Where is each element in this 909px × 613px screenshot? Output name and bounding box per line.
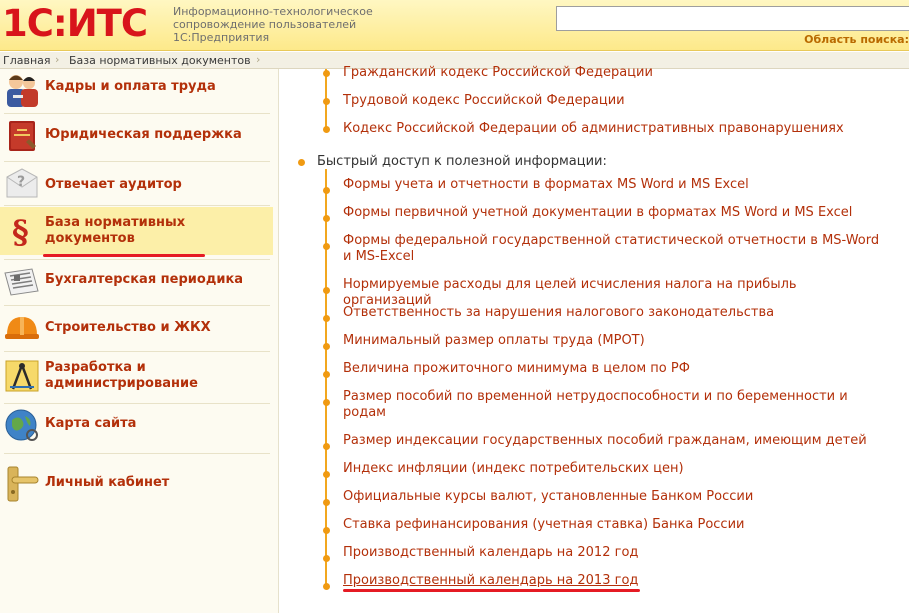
sidebar-divider [4, 305, 270, 306]
quick-link[interactable]: Нормируемые расходы для целей исчисления налога на прибыль организаций [343, 277, 797, 308]
sidebar-divider [4, 205, 270, 206]
quick-link[interactable]: Ставка рефинансирования (учетная ставка) Банка России [343, 517, 745, 532]
breadcrumb-home[interactable]: Главная [3, 54, 51, 67]
quick-link[interactable]: Минимальный размер оплаты труда (МРОТ) [343, 333, 645, 348]
list-bullet [323, 471, 330, 478]
sidebar-nav [0, 69, 279, 613]
question-envelope-icon [2, 165, 42, 203]
site-logo[interactable]: 1С:ИТС [2, 2, 148, 45]
sidebar-item-label-line-2: документов [45, 231, 135, 246]
highlight-underline [43, 254, 205, 257]
newspaper-icon [2, 263, 42, 301]
sidebar-item-auditor[interactable] [0, 163, 273, 205]
search-scope-label[interactable]: Область поиска: [804, 33, 909, 46]
sidebar-item-label [45, 215, 185, 247]
sidebar-divider [4, 351, 270, 352]
link-admin-code[interactable]: Кодекс Российской Федерации об административных правонарушениях [343, 121, 844, 136]
list-bullet [323, 527, 330, 534]
people-icon [2, 71, 42, 109]
tagline-line-3: 1С:Предприятия [173, 31, 270, 44]
sidebar-item-label [45, 360, 198, 392]
breadcrumb-current[interactable]: База нормативных документов [69, 54, 251, 67]
section-title-quick-access: Быстрый доступ к полезной информации: [317, 154, 607, 169]
sidebar-item-label-line-1: База нормативных [45, 215, 186, 230]
sidebar-item-account[interactable] [0, 463, 273, 507]
list-bullet [323, 98, 330, 105]
compass-icon [2, 357, 42, 395]
list-bullet [323, 371, 330, 378]
list-bullet [323, 343, 330, 350]
sidebar-item-hr[interactable] [0, 69, 273, 111]
sidebar-item-periodicals[interactable] [0, 261, 273, 301]
sidebar-item-development[interactable] [0, 353, 273, 401]
tagline-line-1: Информационно-технологическое [173, 5, 373, 18]
sidebar-item-label: Отвечает аудитор [45, 177, 182, 192]
list-bullet [323, 287, 330, 294]
quick-link[interactable]: Размер пособий по временной нетрудоспособности и по беременности и родам [343, 389, 848, 420]
sidebar-item-label: Личный кабинет [45, 475, 170, 490]
svg-text:?: ? [17, 174, 26, 190]
legal-book-icon [2, 117, 42, 155]
list-bullet [323, 583, 330, 590]
quick-link[interactable]: Формы учета и отчетности в форматах MS Word и MS Excel [343, 177, 749, 192]
sidebar-item-label-line-1: Разработка и [45, 360, 146, 375]
door-handle-icon [2, 465, 42, 503]
list-bullet [323, 187, 330, 194]
list-connector-line [325, 169, 327, 587]
search-input[interactable] [556, 6, 909, 31]
list-bullet [323, 126, 330, 133]
sidebar-divider [4, 259, 270, 260]
sidebar-item-label: Бухгалтерская периодика [45, 272, 244, 287]
site-tagline [173, 5, 403, 44]
sidebar-item-label: Строительство и ЖКХ [45, 320, 211, 335]
list-bullet [323, 499, 330, 506]
sidebar-divider [4, 403, 270, 404]
hardhat-icon [2, 309, 42, 347]
sidebar-item-regulatory-base[interactable] [0, 207, 273, 255]
quick-link[interactable]: Ответственность за нарушения налогового законодательства [343, 305, 775, 320]
list-bullet [323, 315, 330, 322]
list-bullet [323, 399, 330, 406]
quick-link[interactable]: Размер индексации государственных пособий гражданам, имеющим детей [343, 433, 867, 448]
quick-link[interactable]: Формы первичной учетной документации в форматах MS Word и MS Excel [343, 205, 853, 220]
quick-link-production-calendar-2013[interactable]: Производственный календарь на 2013 год [343, 573, 639, 588]
section-bullet [298, 159, 305, 166]
list-bullet [323, 555, 330, 562]
site-header [0, 0, 909, 51]
breadcrumb-separator-icon: › [256, 53, 261, 66]
quick-link[interactable]: Производственный календарь на 2012 год [343, 545, 639, 560]
sidebar-divider [4, 161, 270, 162]
quick-link[interactable]: Официальные курсы валют, установленные Банком России [343, 489, 754, 504]
sidebar-item-label-line-2: администрирование [45, 376, 198, 391]
quick-link[interactable]: Индекс инфляции (индекс потребительских цен) [343, 461, 684, 476]
list-bullet [323, 243, 330, 250]
sidebar-item-sitemap[interactable] [0, 405, 273, 445]
tagline-line-2: сопровождение пользователей [173, 18, 357, 31]
breadcrumb-separator-icon: › [55, 53, 60, 66]
link-labour-code[interactable]: Трудовой кодекс Российской Федерации [343, 93, 625, 108]
paragraph-icon [2, 211, 42, 249]
sidebar-item-construction[interactable] [0, 307, 273, 349]
list-bullet [323, 70, 330, 77]
highlight-underline [343, 589, 640, 592]
quick-link[interactable]: Формы федеральной государственной статистической отчетности в MS-Word и MS-Excel [343, 233, 880, 264]
quick-link[interactable]: Величина прожиточного минимума в целом по РФ [343, 361, 690, 376]
svg-text:§: § [12, 213, 29, 249]
sidebar-divider [4, 453, 270, 454]
link-civil-code[interactable]: Гражданский кодекс Российской Федерации [343, 65, 653, 80]
sidebar-item-label: Юридическая поддержка [45, 127, 242, 142]
sidebar-item-legal[interactable] [0, 115, 273, 157]
list-bullet [323, 443, 330, 450]
map-icon [2, 406, 42, 444]
sidebar-item-label: Карта сайта [45, 416, 137, 431]
list-bullet [323, 215, 330, 222]
sidebar-item-label: Кадры и оплата труда [45, 79, 216, 94]
sidebar-divider [4, 113, 270, 114]
main-content [280, 65, 909, 613]
